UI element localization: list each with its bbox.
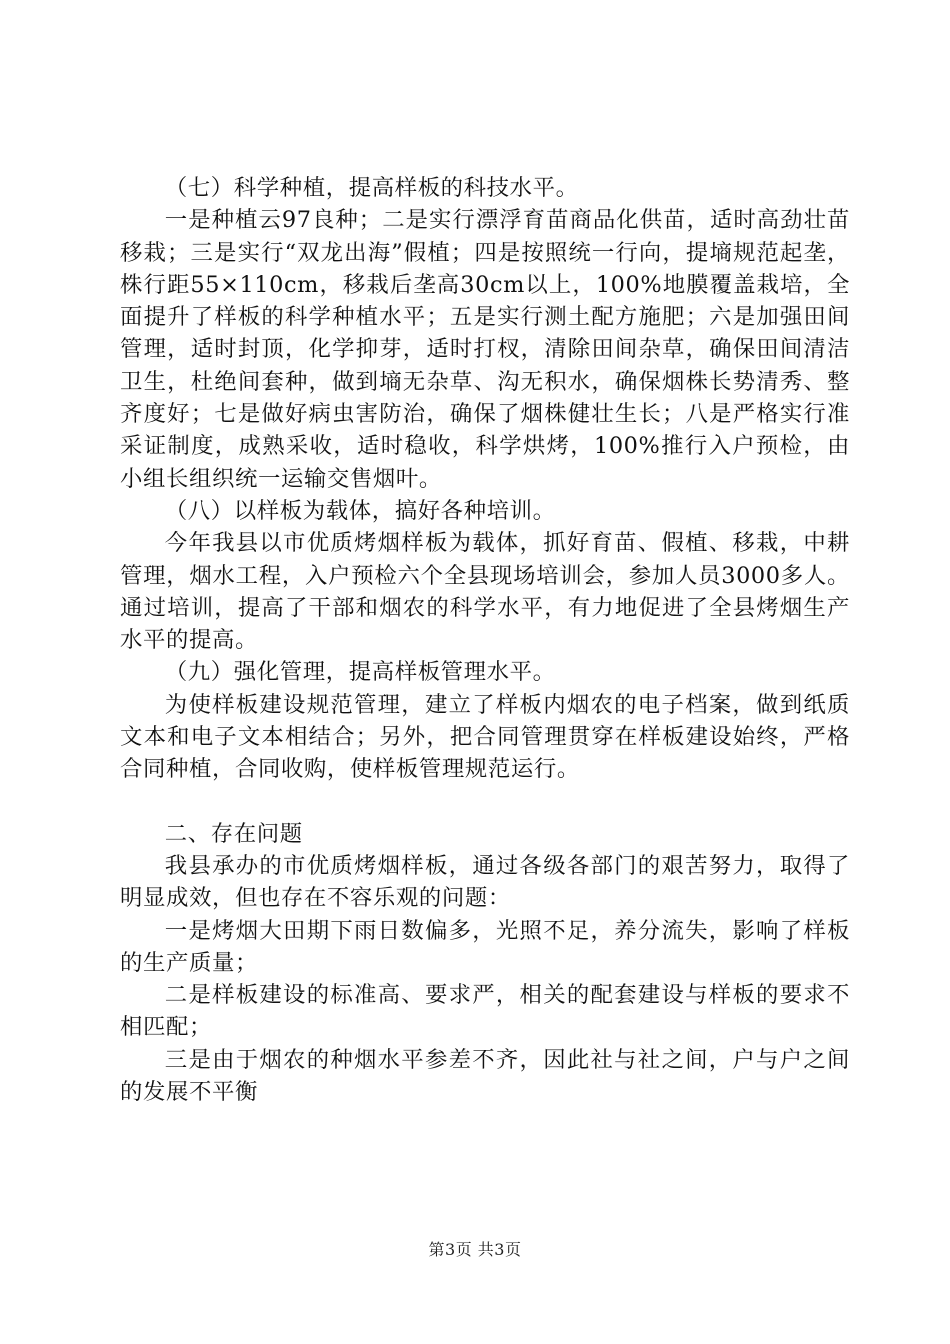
body-paragraph: 为使样板建设规范管理，建立了样板内烟农的电子档案，做到纸质文本和电子文本相结合；另外，把合同管理贯穿在样板建设始终，严格合同种植，合同收购，使样板管理规范运行。 (120, 691, 850, 783)
section-heading-7: （七）科学种植，提高样板的科技水平。 (164, 175, 579, 201)
page-footer: 第3页 共3页 (428, 1240, 522, 1259)
body-paragraph: 三是由于烟农的种烟水平参差不齐，因此社与社之间，户与户之间的发展不平衡 (120, 1046, 850, 1106)
section-heading-problems: 二、存在问题 (164, 820, 303, 847)
paragraph-gap (120, 786, 850, 818)
section-heading-8: （八）以样板为载体，搞好各种培训。 (164, 497, 556, 524)
body-paragraph: 二是样板建设的标准高、要求严，相关的配套建设与样板的要求不相匹配； (120, 982, 850, 1041)
body-paragraph: 今年我县以市优质烤烟样板为载体，抓好育苗、假植、移栽，中耕管理，烟水工程，入户预检六个全县现场培训会，参加人员3000多人。通过培训，提高了干部和烟农的科学水平，有力地促进了全县烤烟生产水平的提高。 (120, 530, 850, 654)
body-paragraph: 一是种植云97良种；二是实行漂浮育苗商品化供苗，适时高劲壮苗移栽；三是实行“双龙出海”假植；四是按照统一行向，提墒规范起垄，株行距55×110cm，移栽后垄高30cm以上，100%地膜覆盖栽培，全面提升了样板的科学种植水平；五是实行测土配方施肥；六是加强田间管理，适时封顶，化学抑芽，适时打杈，清除田间杂草，确保田间清洁卫生，杜绝间套种，做到墒无杂草、沟无积水，确保烟株长势清秀、整齐度好；七是做好病虫害防治，确保了烟株健壮生长；八是严格实行准采证制度，成熟采收，适时稳收，科学烘烤，100%推行入户预检，由小组长组织统一运输交售烟叶。 (120, 207, 850, 492)
body-paragraph: 我县承办的市优质烤烟样板，通过各级各部门的艰苦努力，取得了明显成效，但也存在不容乐观的问题： (120, 852, 850, 912)
document-body (120, 172, 850, 1108)
body-paragraph: 一是烤烟大田期下雨日数偏多，光照不足，养分流失，影响了样板的生产质量； (120, 917, 850, 976)
section-heading-9: （九）强化管理，提高样板管理水平。 (164, 659, 556, 686)
